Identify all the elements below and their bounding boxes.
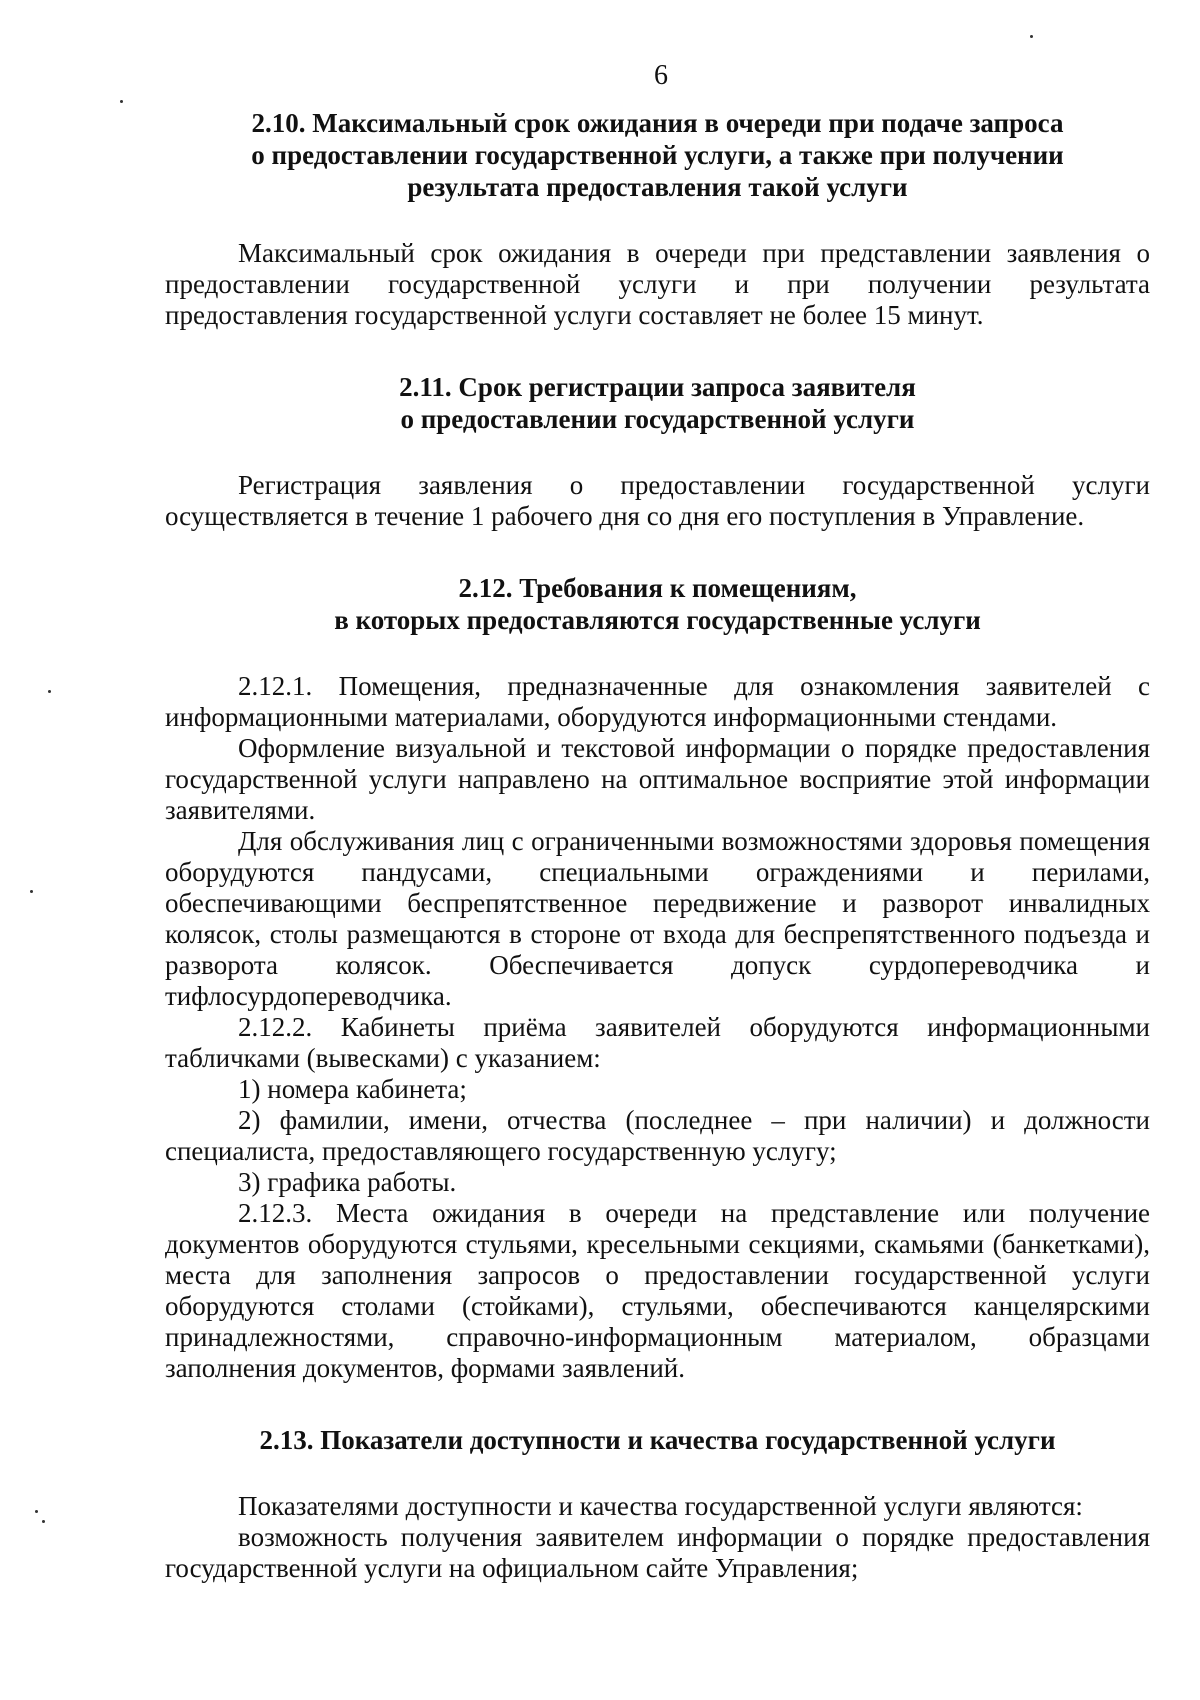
paragraph: Показателями доступности и качества государственной услуги являются: <box>238 1491 1083 1521</box>
scan-speck <box>30 890 33 893</box>
document-body <box>165 107 1150 1584</box>
list-item: 1) номера кабинета; <box>238 1074 467 1104</box>
section-heading-2-11 <box>165 371 1150 435</box>
scan-speck <box>42 1520 45 1523</box>
section-heading-2-10 <box>165 107 1150 203</box>
heading-line: 2.11. Срок регистрации запроса заявителя <box>399 372 916 402</box>
paragraph: Для обслуживания лиц с ограниченными возможностями здоровья помещения оборудуются пандусами, специальными ограждениями и перилами, обеспечивающими беспрепятственное передвижение и разворот инвалидных колясок, столы размещаются в стороне от входа для беспрепятственного подъезда и разворота колясок. Обеспечивается допуск сурдопереводчика и тифлосурдопереводчика. <box>165 826 1150 1011</box>
heading-line: в которых предоставляются государственные услуги <box>334 605 981 635</box>
scan-speck <box>120 100 123 103</box>
heading-line: 2.13. Показатели доступности и качества государственной услуги <box>259 1425 1056 1455</box>
section-heading-2-12 <box>165 572 1150 636</box>
paragraph: возможность получения заявителем информации о порядке предоставления государственной услуги на официальном сайте Управления; <box>165 1522 1150 1583</box>
scan-speck <box>48 690 51 693</box>
heading-line: о предоставлении государственной услуги <box>400 404 915 434</box>
paragraph: Оформление визуальной и текстовой информации о порядке предоставления государственной услуги направлено на оптимальное восприятие этой информации заявителями. <box>165 733 1150 825</box>
paragraph: Регистрация заявления о предоставлении государственной услуги осуществляется в течение 1 рабочего дня со дня его поступления в Управление. <box>165 470 1150 531</box>
section-heading-2-13 <box>165 1424 1150 1456</box>
heading-line: результата предоставления такой услуги <box>407 172 908 202</box>
page-number: 6 <box>654 60 668 91</box>
scan-speck <box>35 1510 38 1513</box>
paragraph: 2.12.2. Кабинеты приёма заявителей оборудуются информационными табличками (вывесками) с указанием: <box>165 1012 1150 1073</box>
heading-line: 2.12. Требования к помещениям, <box>458 573 857 603</box>
paragraph: Максимальный срок ожидания в очереди при представлении заявления о предоставлении государственной услуги и при получении результата предоставления государственной услуги составляет не более 15 минут. <box>165 238 1150 330</box>
paragraph: 2.12.3. Места ожидания в очереди на представление или получение документов оборудуются стульями, кресельными секциями, скамьями (банкетками), места для заполнения запросов о предоставлении государственной услуги оборудуются столами (стойками), стульями, обеспечиваются канцелярскими принадлежностями, справочно-информационным материалом, образцами заполнения документов, формами заявлений. <box>165 1198 1150 1383</box>
heading-line: о предоставлении государственной услуги, а также при получении <box>251 140 1064 170</box>
list-item: 2) фамилии, имени, отчества (последнее – при наличии) и должности специалиста, предоставляющего государственную услугу; <box>165 1105 1150 1166</box>
paragraph: 2.12.1. Помещения, предназначенные для ознакомления заявителей с информационными материалами, оборудуются информационными стендами. <box>165 671 1150 732</box>
list-item: 3) графика работы. <box>238 1167 457 1197</box>
scan-speck <box>1030 35 1033 38</box>
heading-line: 2.10. Максимальный срок ожидания в очереди при подаче запроса <box>251 108 1064 138</box>
